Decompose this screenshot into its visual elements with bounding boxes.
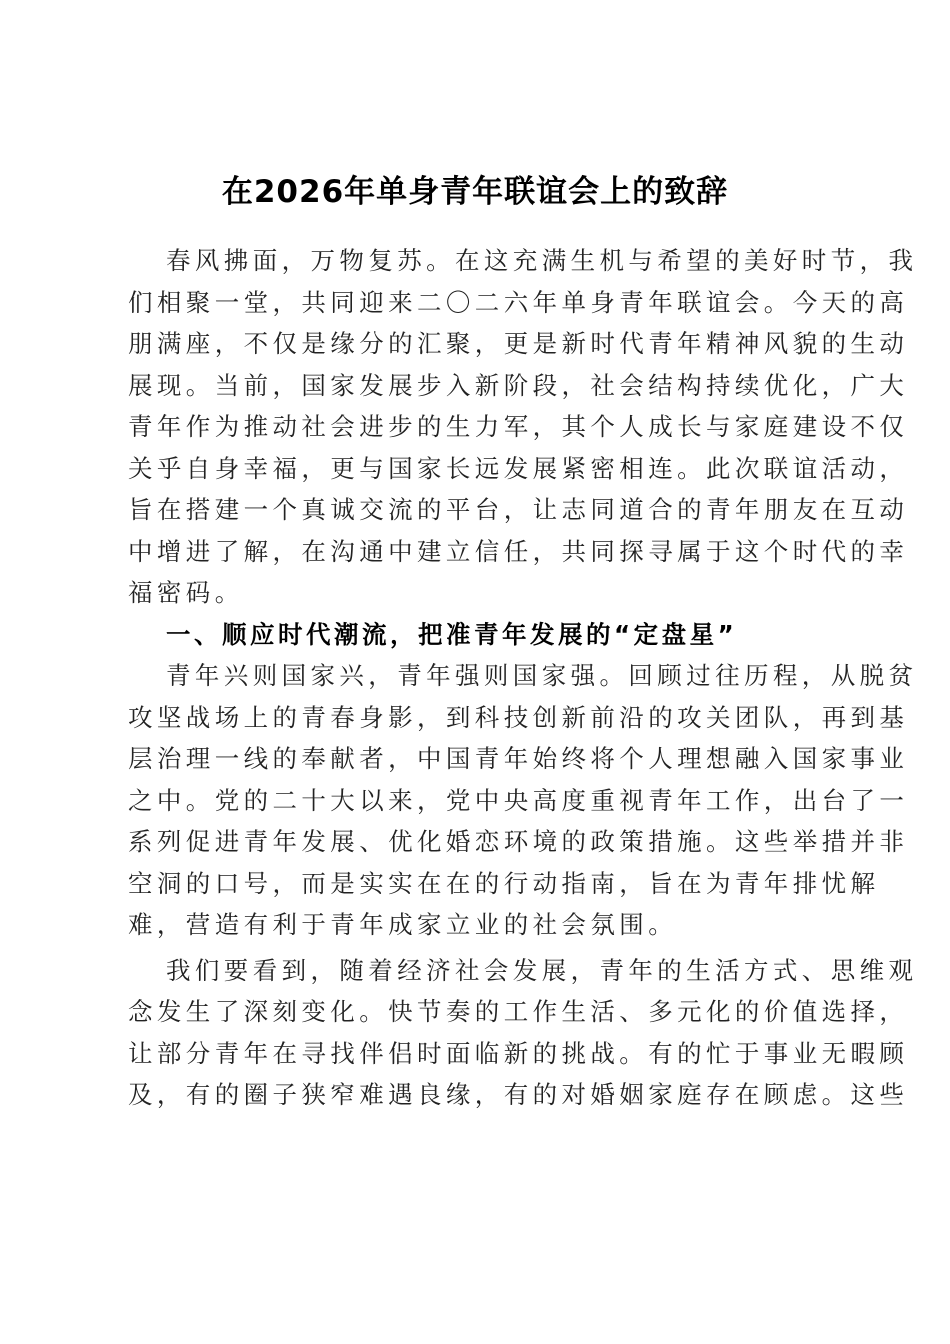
text-line: 空洞的口号，而是实实在在的行动指南，旨在为青年排忧解 [128, 868, 880, 898]
text-line: 福密码。 [128, 578, 244, 607]
text-line: 层治理一线的奉献者，中国青年始终将个人理想融入国家事业 [128, 744, 909, 773]
text-line: 及，有的圈子狭窄难遇良缘，有的对婚姻家庭存在顾虑。这些 [128, 1080, 909, 1109]
section-heading-1 [128, 614, 828, 656]
text-line: 春风拂面，万物复苏。在这充满生机与希望的美好时节，我 [166, 246, 918, 275]
paragraph-youth-development [128, 655, 918, 946]
document-body [128, 240, 918, 1116]
text-line: 们相聚一堂，共同迎来二〇二六年单身青年联谊会。今天的高 [128, 287, 909, 317]
text-line: 我们要看到，随着经济社会发展，青年的生活方式、思维观 [166, 955, 918, 985]
document-title: 在2026年单身青年联谊会上的致辞 [221, 174, 729, 210]
text-line: 展现。当前，国家发展步入新阶段，社会结构持续优化，广大 [128, 370, 909, 400]
text-line: 之中。党的二十大以来，党中央高度重视青年工作，出台了一 [128, 785, 909, 815]
text-line: 念发生了深刻变化。快节奏的工作生活、多元化的价值选择， [128, 997, 909, 1026]
section-heading-text: 一、顺应时代潮流，把准青年发展的“定盘星” [166, 619, 738, 649]
text-line: 旨在搭建一个真诚交流的平台，让志同道合的青年朋友在互动 [128, 495, 909, 524]
text-line: 系列促进青年发展、优化婚恋环境的政策措施。这些举措并非 [128, 827, 909, 856]
text-line: 青年作为推动社会进步的生力军，其个人成长与家庭建设不仅 [128, 412, 909, 441]
text-line: 难，营造有利于青年成家立业的社会氛围。 [128, 910, 678, 939]
text-line: 攻坚战场上的青春身影，到科技创新前沿的攻关团队，再到基 [128, 702, 909, 732]
paragraph-challenges [128, 950, 918, 1116]
text-line: 关乎自身幸福，更与国家长远发展紧密相连。此次联谊活动， [128, 453, 909, 483]
text-line: 朋满座，不仅是缘分的汇聚，更是新时代青年精神风貌的生动 [128, 329, 909, 358]
text-line: 青年兴则国家兴，青年强则国家强。回顾过往历程，从脱贫 [166, 661, 918, 690]
paragraph-opening [128, 240, 918, 614]
text-line: 让部分青年在寻找伴侣时面临新的挑战。有的忙于事业无暇顾 [128, 1038, 909, 1068]
text-line: 中增进了解，在沟通中建立信任，共同探寻属于这个时代的幸 [128, 536, 909, 566]
